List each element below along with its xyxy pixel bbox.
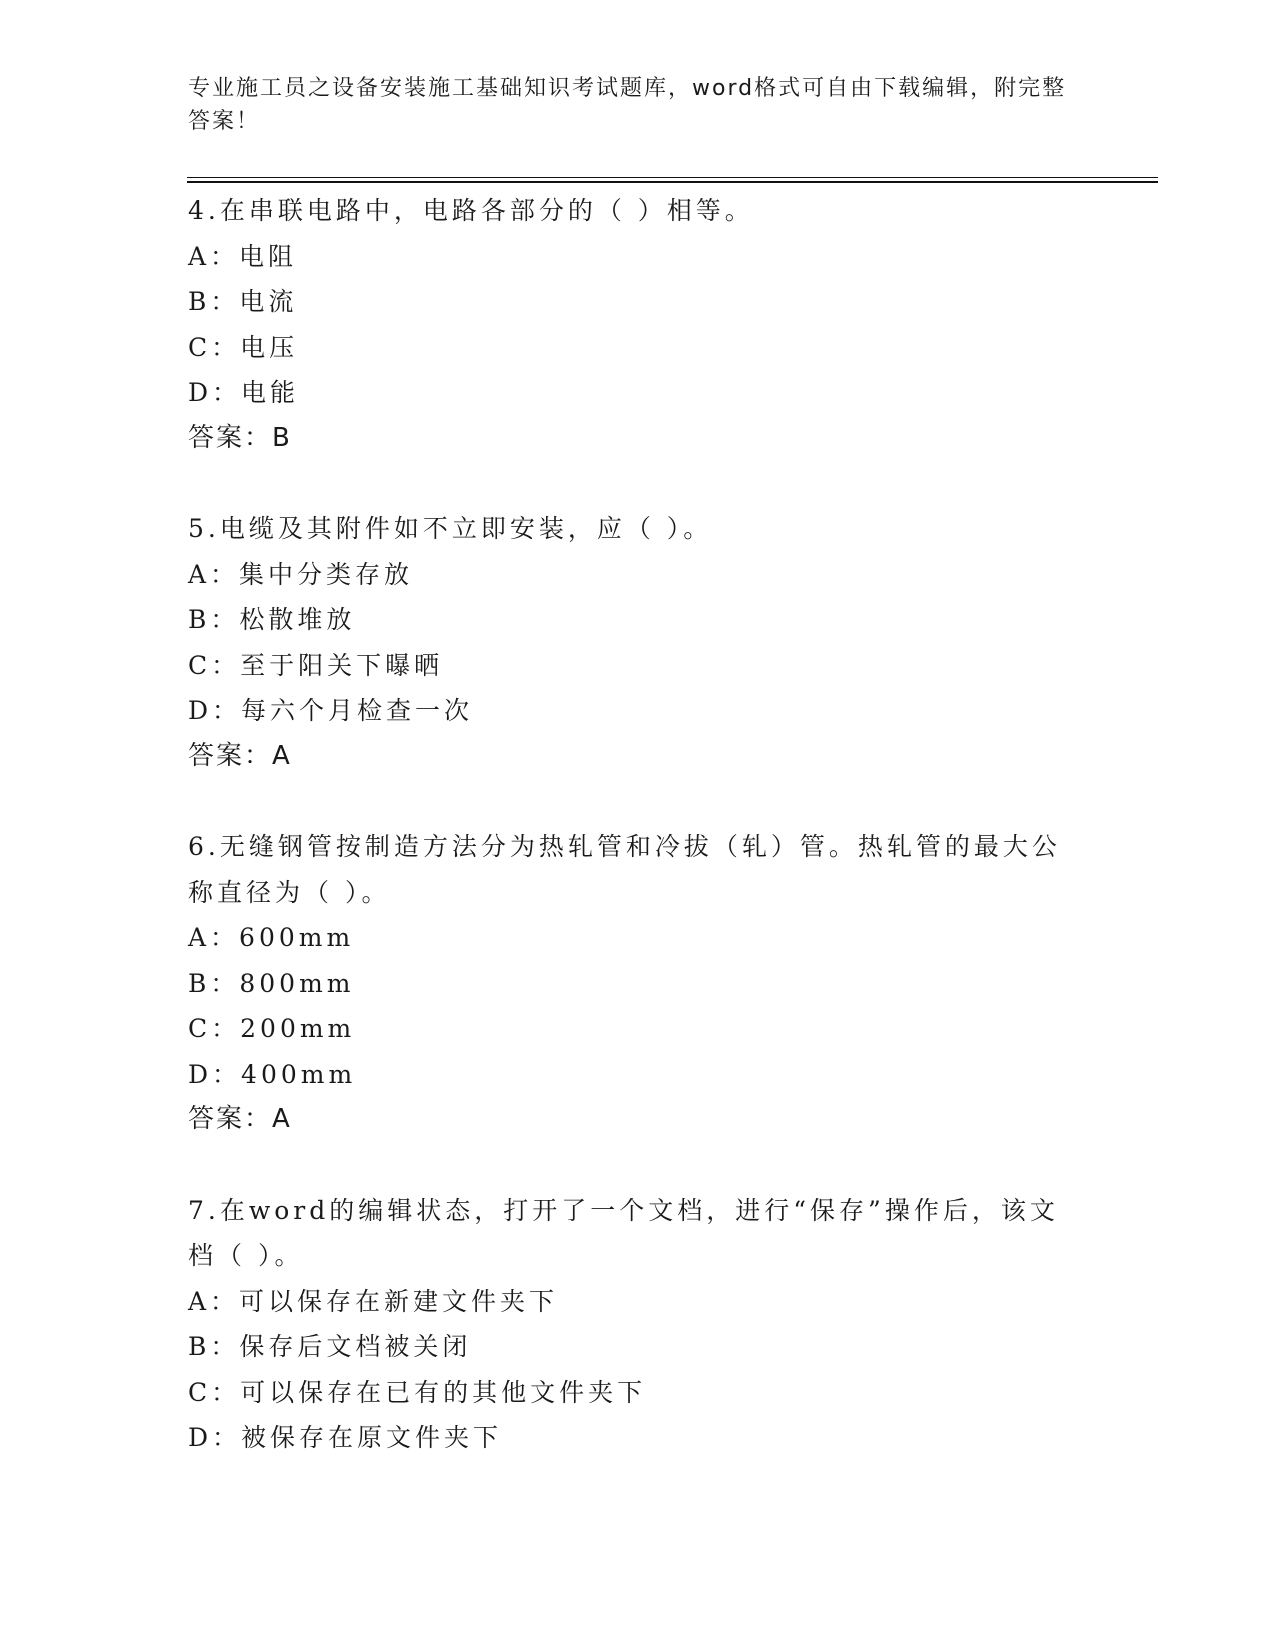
option-d: D：每六个月检查一次 [188,696,474,725]
question-stem: 5.电缆及其附件如不立即安装，应（ ）。 [188,514,713,543]
question-5 [188,506,1088,779]
question-stem: 7.在word的编辑状态，打开了一个文档，进行“保存”操作后，该文档（ ）。 [188,1195,1059,1270]
option-c: C：至于阳关下曝晒 [188,650,444,680]
option-c: C：可以保存在已有的其他文件夹下 [188,1377,647,1407]
question-6 [188,824,1088,1143]
header-divider-thick [187,181,1158,183]
option-b: B：保存后文档被关闭 [188,1332,472,1361]
question-list [188,188,1088,1506]
option-a: A：电阻 [188,241,298,271]
option-d: D：电能 [188,378,300,407]
answer-line: 答案：B [188,422,292,453]
option-d: D：被保存在原文件夹下 [188,1423,503,1452]
option-a: A：集中分类存放 [188,559,414,589]
question-7 [188,1188,1088,1461]
answer-line: 答案：A [188,740,292,771]
question-stem: 6.无缝钢管按制造方法分为热轧管和冷拔（轧）管。热轧管的最大公称直径为（ ）。 [188,832,1061,907]
option-a: A：600mm [188,923,355,952]
question-stem: 4.在串联电路中，电路各部分的（ ）相等。 [188,196,754,225]
option-a: A：可以保存在新建文件夹下 [188,1286,559,1316]
option-b: B：电流 [188,287,298,316]
option-b: B：800mm [188,968,355,998]
answer-line: 答案：A [188,1104,292,1134]
question-4 [188,188,1088,461]
option-c: C：电压 [188,332,299,362]
header-divider-thin [187,177,1158,178]
option-d: D：400mm [188,1059,357,1089]
document-header: 专业施工员之设备安装施工基础知识考试题库，word格式可自由下载编辑，附完整答案！ [188,76,1067,134]
option-c: C：200mm [188,1014,356,1043]
option-b: B：松散堆放 [188,605,356,634]
